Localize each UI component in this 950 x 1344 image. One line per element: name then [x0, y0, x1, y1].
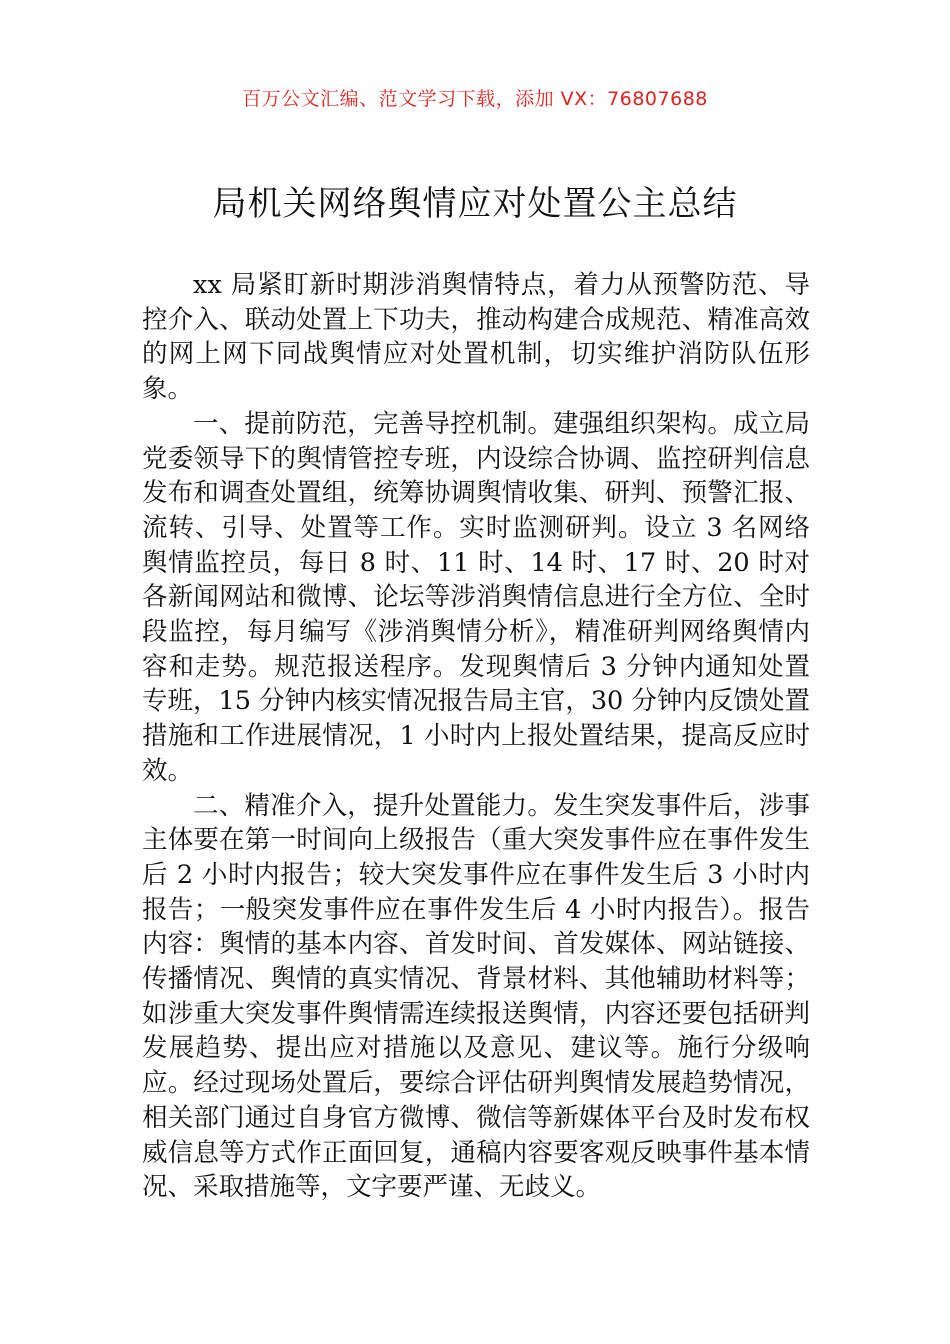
paragraph-section-2: 二、精准介入，提升处置能力。发生突发事件后，涉事主体要在第一时间向上级报告（重大突发事件应在事件发生后 2 小时内报告；较大突发事件应在事件发生后 3 小时内报告；一般突发事件应在事件发生后 4 小时内报告）。报告内容：舆情的基本内容、首发时间、首发媒体、网站链接、传播情况、舆情的真实情况、背景材料、其他辅助材料等；如涉重大突发事件舆情需连续报送舆情，内容还要包括研判发展趋势、提出应对措施以及意见、建议等。施行分级响应。经过现场处置后，要综合评估研判舆情发展趋势情况，相关部门通过自身官方微博、微信等新媒体平台及时发布权威信息等方式作正面回复，通稿内容要客观反映事件基本情况、采取措施等，文字要严谨、无歧义。 [142, 790, 810, 1203]
paragraph-section-1: 一、提前防范，完善导控机制。建强组织架构。成立局党委领导下的舆情管控专班，内设综合协调、监控研判信息发布和调查处置组，统筹协调舆情收集、研判、预警汇报、流转、引导、处置等工作。实时监测研判。设立 3 名网络舆情监控员，每日 8 时、11 时、14 时、17 时、20 时对各新闻网站和微博、论坛等涉消舆情信息进行全方位、全时段监控，每月编写《涉消舆情分析》，精准研判网络舆情内容和走势。规范报送程序。发现舆情后 3 分钟内通知处置专班，15 分钟内核实情况报告局主官，30 分钟内反馈处置措施和工作进展情况，1 小时内上报处置结果，提高反应时效。 [142, 408, 810, 786]
document-body [142, 268, 810, 1205]
document-title: 局机关网络舆情应对处置公主总结 [212, 184, 738, 224]
paragraph-intro: xx 局紧盯新时期涉消舆情特点，着力从预警防范、导控介入、联动处置上下功夫，推动构建合成规范、精准高效的网上网下同战舆情应对处置机制，切实维护消防队伍形象。 [142, 270, 810, 405]
header-promo-note: 百万公文汇编、范文学习下载，添加 VX：76807688 [242, 88, 708, 110]
